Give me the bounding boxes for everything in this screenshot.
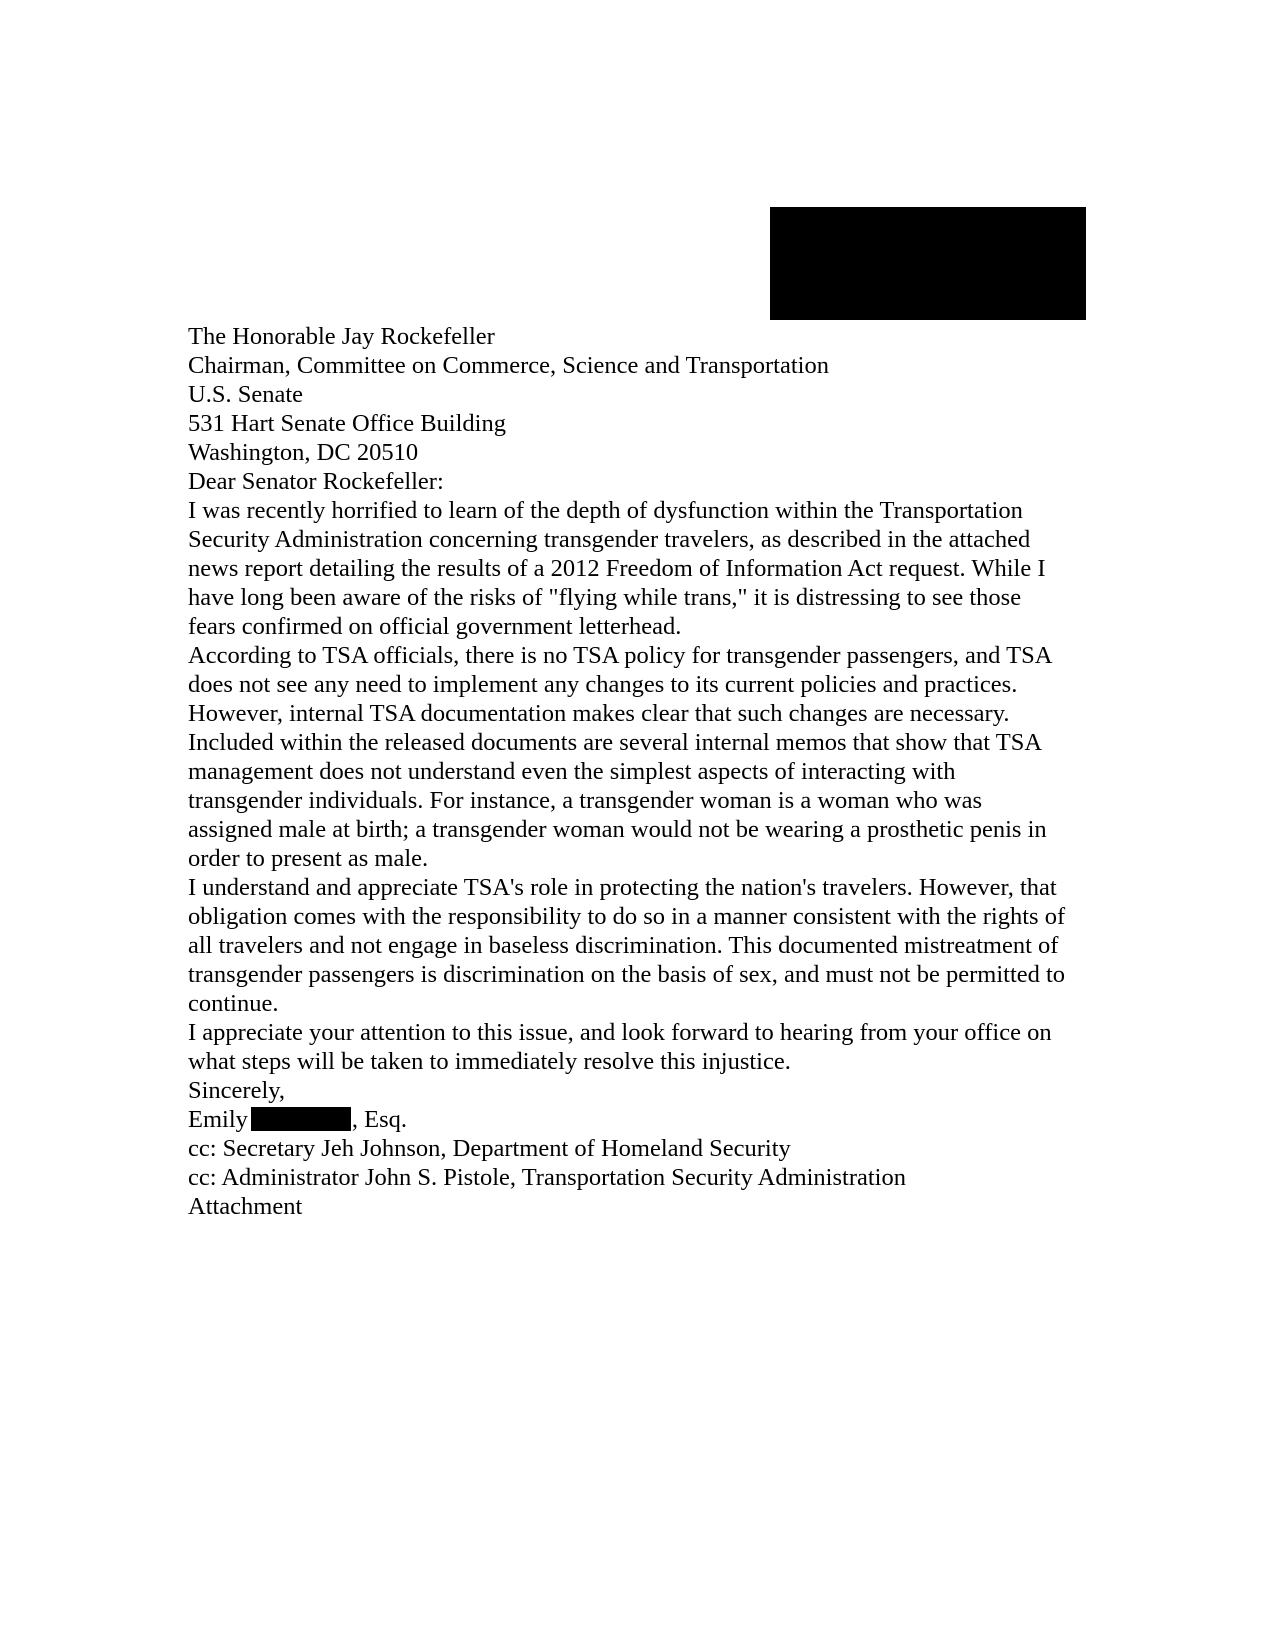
paragraph-line: what steps will be taken to immediately resolve this injustice.: [188, 1048, 791, 1075]
paragraph-line: continue.: [188, 990, 279, 1017]
paragraph-line: However, internal TSA documentation makes clear that such changes are necessary.: [188, 700, 1010, 727]
paragraph-line: I understand and appreciate TSA's role in protecting the nation's travelers. However, that: [188, 874, 1057, 901]
paragraph-line: transgender passengers is discrimination on the basis of sex, and must not be permitted to: [188, 961, 1066, 988]
letter-body: [188, 322, 1108, 1221]
paragraph-line: Included within the released documents are several internal memos that show that TSA: [188, 729, 1043, 756]
signature-first-name: Emily: [188, 1106, 248, 1133]
paragraph-line: According to TSA officials, there is no TSA policy for transgender passengers, and TSA: [188, 642, 1053, 669]
paragraph-line: I appreciate your attention to this issue, and look forward to hearing from your office on: [188, 1019, 1052, 1046]
paragraph-line: have long been aware of the risks of "flying while trans," it is distressing to see those: [188, 584, 1022, 611]
paragraph-line: order to present as male.: [188, 845, 429, 872]
paragraph-line: Security Administration concerning transgender travelers, as described in the attached: [188, 526, 1031, 553]
signature-line: [188, 1105, 1108, 1134]
recipient-line: Chairman, Committee on Commerce, Science and Transportation: [188, 352, 829, 379]
closing-text: Sincerely,: [188, 1077, 286, 1104]
salutation: [188, 467, 1108, 496]
closing: [188, 1076, 1108, 1105]
paragraph-line: does not see any need to implement any changes to its current policies and practices.: [188, 671, 1018, 698]
paragraph-line: news report detailing the results of a 2012 Freedom of Information Act request. While I: [188, 555, 1046, 582]
recipient-line: Washington, DC 20510: [188, 439, 419, 466]
paragraph-line: fears confirmed on official government letterhead.: [188, 613, 682, 640]
cc-line: cc: Secretary Jeh Johnson, Department of Homeland Security: [188, 1135, 791, 1162]
recipient-line: 531 Hart Senate Office Building: [188, 410, 506, 437]
paragraph-2: [188, 641, 1108, 873]
paragraph-3: [188, 873, 1108, 1018]
paragraph-line: transgender individuals. For instance, a transgender woman is a woman who was: [188, 787, 983, 814]
signature: [188, 1105, 1108, 1134]
recipient-line: U.S. Senate: [188, 381, 303, 408]
salutation-text: Dear Senator Rockefeller:: [188, 468, 444, 495]
paragraph-line: obligation comes with the responsibility to do so in a manner consistent with the rights of: [188, 903, 1066, 930]
cc-line: cc: Administrator John S. Pistole, Transportation Security Administration: [188, 1164, 906, 1191]
redacted-surname: [251, 1107, 351, 1131]
paragraph-line: all travelers and not engage in baseless discrimination. This documented mistreatment of: [188, 932, 1059, 959]
attachment-label: Attachment: [188, 1193, 303, 1220]
paragraph-line: I was recently horrified to learn of the depth of dysfunction within the Transportation: [188, 497, 1023, 524]
recipient-address: [188, 322, 1108, 467]
recipient-line: The Honorable Jay Rockefeller: [188, 323, 495, 350]
paragraph-4: [188, 1018, 1108, 1076]
paragraph-1: [188, 496, 1108, 641]
cc-block: [188, 1134, 1108, 1221]
paragraph-line: assigned male at birth; a transgender woman would not be wearing a prosthetic penis in: [188, 816, 1047, 843]
redacted-sender-address: [770, 207, 1086, 320]
paragraph-line: management does not understand even the simplest aspects of interacting with: [188, 758, 956, 785]
signature-suffix: , Esq.: [351, 1106, 408, 1133]
